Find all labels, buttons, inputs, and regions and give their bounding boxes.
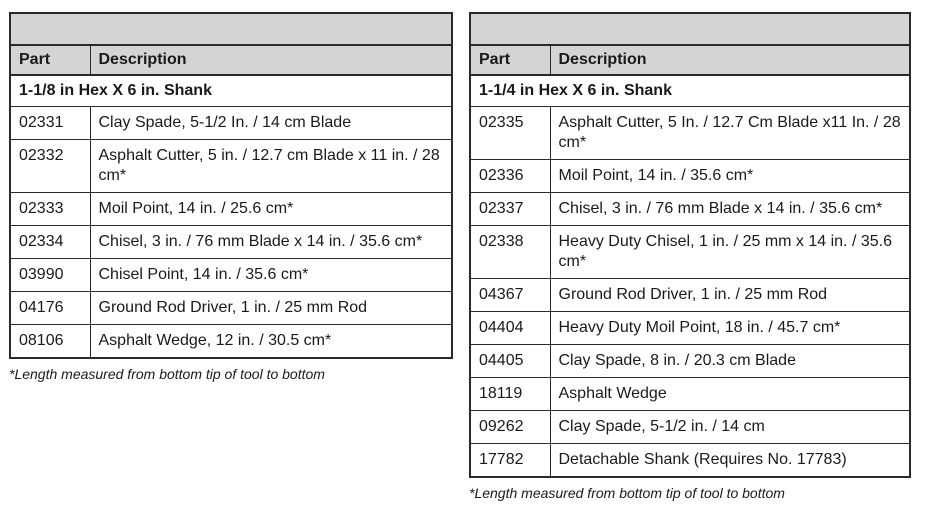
table-row: [10, 226, 452, 259]
part-description: Clay Spade, 5-1/2 In. / 14 cm Blade: [90, 107, 452, 140]
shank-group-title: 1-1/4 in Hex X 6 in. Shank: [470, 75, 910, 107]
table-row: [470, 193, 910, 226]
table-row: [470, 279, 910, 312]
part-description: Ground Rod Driver, 1 in. / 25 mm Rod: [550, 279, 910, 312]
part-description: Chisel, 3 in. / 76 mm Blade x 14 in. / 35.6 cm*: [90, 226, 452, 259]
parts-table: [9, 12, 453, 359]
shank-group-row: [10, 75, 452, 107]
part-description: Asphalt Cutter, 5 In. / 12.7 Cm Blade x11 In. / 28 cm*: [550, 107, 910, 160]
part-description: Detachable Shank (Requires No. 17783): [550, 444, 910, 478]
left-table-panel: [9, 12, 453, 382]
part-number: 02334: [10, 226, 90, 259]
column-header-part: Part: [470, 45, 550, 75]
footnote: *Length measured from bottom tip of tool to bottom: [9, 366, 325, 382]
table-row: [10, 193, 452, 226]
right-table-panel: [469, 12, 911, 501]
table-row: [10, 292, 452, 325]
column-header-row: [470, 45, 910, 75]
column-header-description: Description: [550, 45, 910, 75]
part-number: 18119: [470, 378, 550, 411]
part-number: 02331: [10, 107, 90, 140]
part-number: 04367: [470, 279, 550, 312]
part-description: Clay Spade, 5-1/2 in. / 14 cm: [550, 411, 910, 444]
part-description: Moil Point, 14 in. / 35.6 cm*: [550, 160, 910, 193]
table-row: [10, 325, 452, 359]
shank-group-row: [470, 75, 910, 107]
part-description: Clay Spade, 8 in. / 20.3 cm Blade: [550, 345, 910, 378]
table-header-band: [10, 13, 452, 45]
part-description: Asphalt Wedge: [550, 378, 910, 411]
part-number: 08106: [10, 325, 90, 359]
column-header-row: [10, 45, 452, 75]
part-number: 09262: [470, 411, 550, 444]
table-row: [470, 226, 910, 279]
part-number: 04405: [470, 345, 550, 378]
part-description: Heavy Duty Moil Point, 18 in. / 45.7 cm*: [550, 312, 910, 345]
table-row: [470, 444, 910, 478]
part-number: 02338: [470, 226, 550, 279]
table-row: [10, 107, 452, 140]
table-row: [10, 259, 452, 292]
part-number: 02336: [470, 160, 550, 193]
part-number: 02337: [470, 193, 550, 226]
table-row: [470, 107, 910, 160]
part-description: Chisel, 3 in. / 76 mm Blade x 14 in. / 35.6 cm*: [550, 193, 910, 226]
column-header-description: Description: [90, 45, 452, 75]
part-number: 04176: [10, 292, 90, 325]
column-header-part: Part: [10, 45, 90, 75]
part-description: Chisel Point, 14 in. / 35.6 cm*: [90, 259, 452, 292]
part-number: 17782: [470, 444, 550, 478]
part-description: Asphalt Wedge, 12 in. / 30.5 cm*: [90, 325, 452, 359]
table-row: [470, 345, 910, 378]
part-description: Asphalt Cutter, 5 in. / 12.7 cm Blade x 11 in. / 28 cm*: [90, 140, 452, 193]
part-number: 02332: [10, 140, 90, 193]
part-number: 04404: [470, 312, 550, 345]
part-number: 03990: [10, 259, 90, 292]
part-number: 02333: [10, 193, 90, 226]
shank-group-title: 1-1/8 in Hex X 6 in. Shank: [10, 75, 452, 107]
table-header-band: [470, 13, 910, 45]
part-description: Moil Point, 14 in. / 25.6 cm*: [90, 193, 452, 226]
part-description: Heavy Duty Chisel, 1 in. / 25 mm x 14 in. / 35.6 cm*: [550, 226, 910, 279]
part-description: Ground Rod Driver, 1 in. / 25 mm Rod: [90, 292, 452, 325]
table-row: [470, 160, 910, 193]
parts-table: [469, 12, 911, 478]
table-row: [470, 411, 910, 444]
table-row: [10, 140, 452, 193]
table-row: [470, 378, 910, 411]
table-row: [470, 312, 910, 345]
footnote: *Length measured from bottom tip of tool to bottom: [469, 485, 785, 501]
part-number: 02335: [470, 107, 550, 160]
